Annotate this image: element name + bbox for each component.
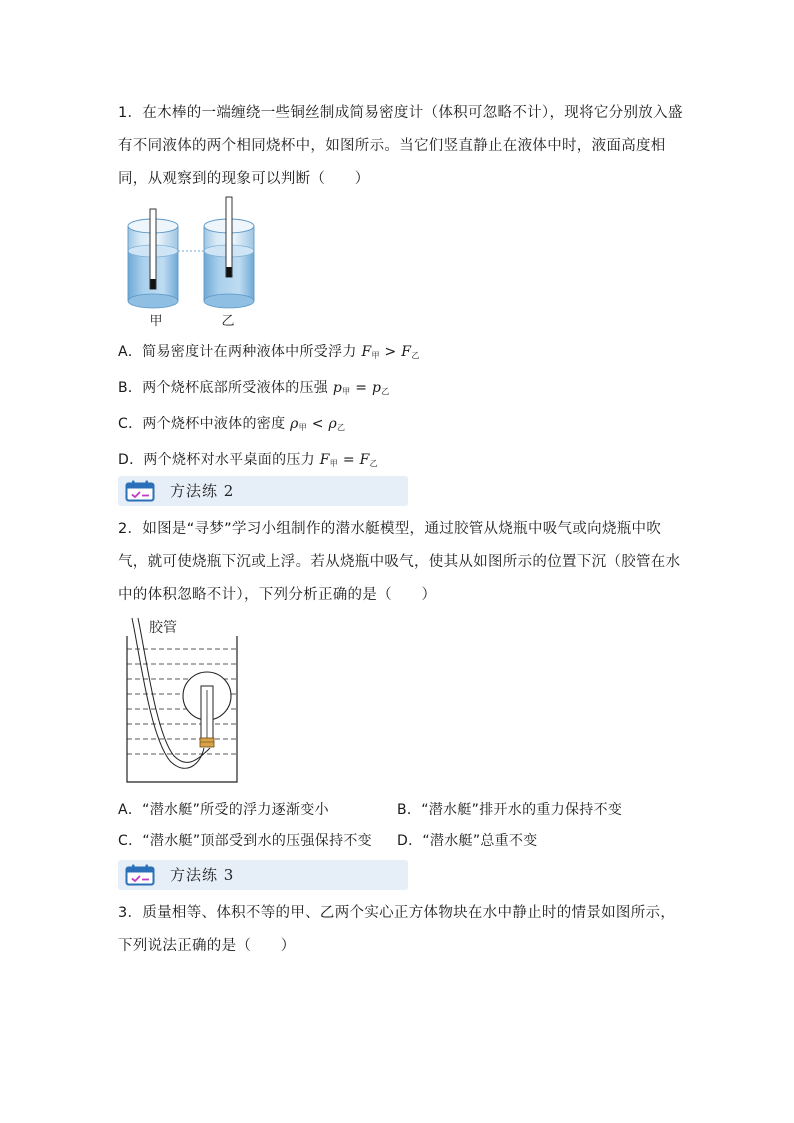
tube-label: 胶管 [149,620,177,636]
q2-option-b[interactable]: B．“潜水艇”排开水的重力保持不变 [397,802,623,818]
section-banner-3 [118,860,408,890]
q1-option-c[interactable]: C．两个烧杯中液体的密度 $\rho_甲 < \rho_乙$ [118,416,346,432]
calendar-check-icon [125,864,155,886]
hydrometer-beakers-figure [120,193,270,330]
banner-2-title: 方法练 2 [170,482,235,500]
section-banner-2 [118,476,408,506]
submarine-model-figure [120,616,245,786]
q2-option-d[interactable]: D．“潜水艇”总重不变 [397,833,538,849]
banner-3-title: 方法练 3 [170,866,235,884]
question-1-text: 1．在木棒的一端缠绕一些铜丝制成简易密度计（体积可忽略不计），现将它分别放入盛有不同液体的两个相同烧杯中，如图所示。当它们竖直静止在液体中时，液面高度相同，从观察到的现象可以判断（ ） [118,105,683,187]
q1-option-a[interactable]: A．简易密度计在两种液体中所受浮力 $F_甲 > F_乙$ [118,344,420,360]
q1-option-b[interactable]: B．两个烧杯底部所受液体的压强 $p_甲 = p_乙$ [118,380,390,396]
beaker-right [204,197,254,308]
q2-option-c[interactable]: C．“潜水艇”顶部受到水的压强保持不变 [118,833,372,849]
question-3-text: 3．质量相等、体积不等的甲、乙两个实心正方体物块在水中静止时的情景如图所示，下列说法正确的是（ ） [118,905,676,954]
calendar-check-icon [125,480,155,502]
beaker-right-label: 乙 [221,314,235,329]
q1-option-d[interactable]: D．两个烧杯对水平桌面的压力 $F_甲 = F_乙$ [118,452,378,468]
beaker-left [128,209,178,308]
beaker-left-label: 甲 [149,314,163,329]
question-2-text: 2．如图是“寻梦”学习小组制作的潜水艇模型，通过胶管从烧瓶中吸气或向烧瓶中吹气，就可使烧瓶下沉或上浮。若从烧瓶中吸气，使其从如图所示的位置下沉（胶管在水中的体积忽略不计），下列分析正确的是（ ） [118,521,681,603]
q2-option-a[interactable]: A．“潜水艇”所受的浮力逐渐变小 [118,802,329,818]
